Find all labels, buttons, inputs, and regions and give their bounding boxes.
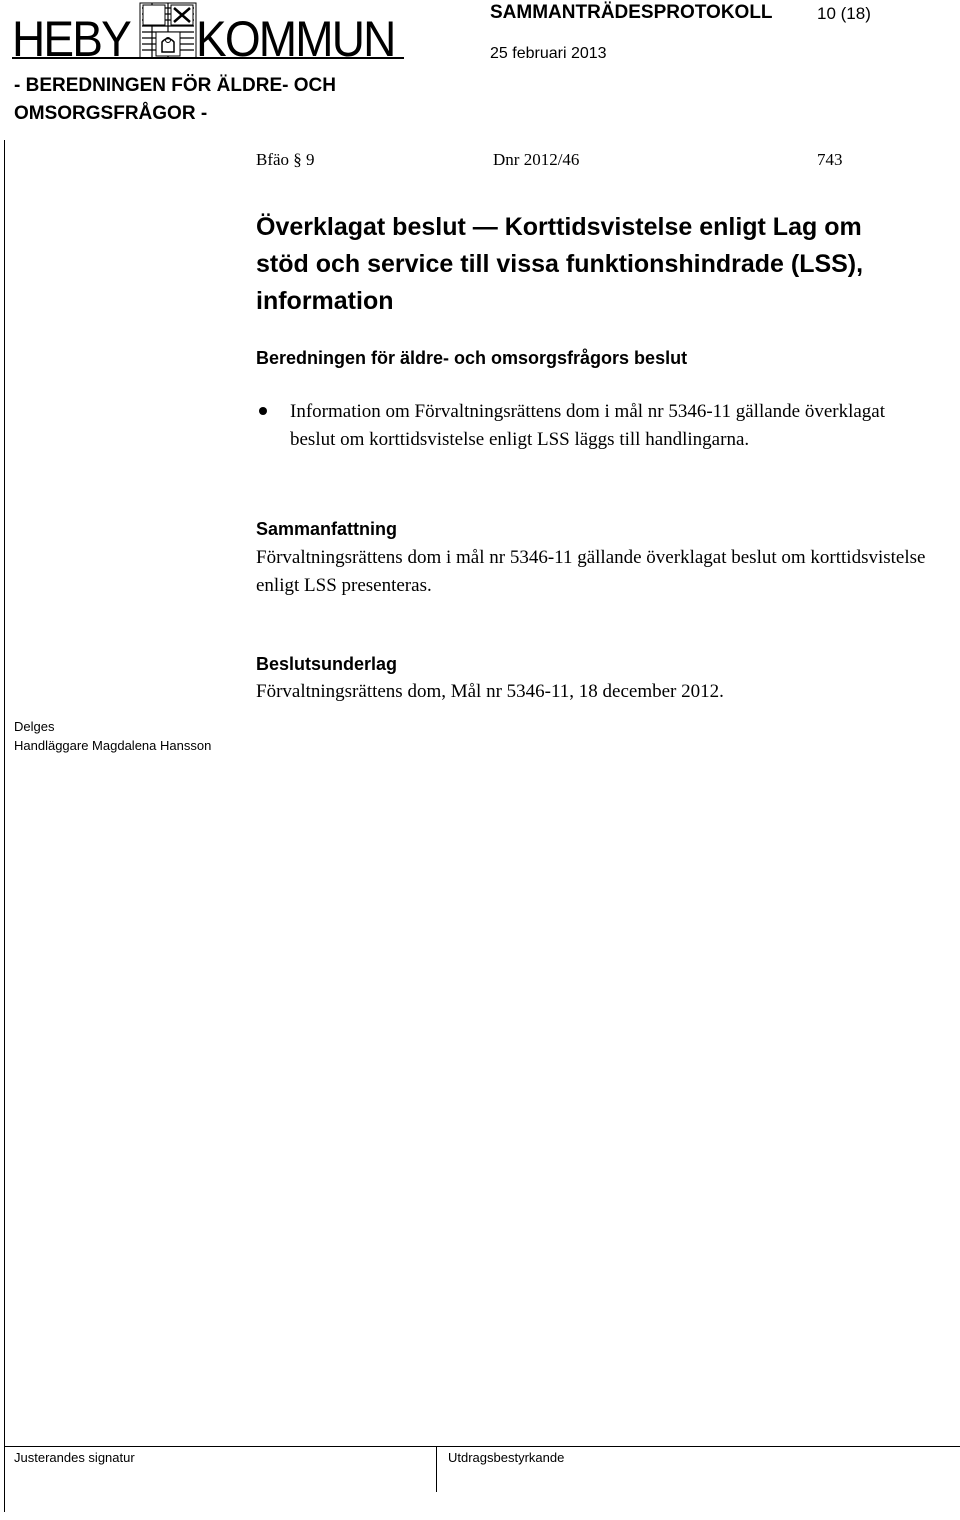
logo-underline [12,57,404,59]
case-title: Överklagat beslut — Korttidsvistelse enligt Lag om stöd och service till vissa funktionshindrade (LSS), information [256,213,864,315]
distribution-recipient: Handläggare Magdalena Hansson [14,738,212,753]
section-reference: Bfäo § 9 [256,150,315,169]
distribution-label: Delges [14,719,55,734]
summary-heading: Sammanfattning [256,519,398,539]
certification-label: Utdragsbestyrkande [448,1450,565,1465]
decision-item: Information om Förvaltningsrättens dom i mål nr 5346-11 gällande överklagat beslut om korttidsvistelse enligt LSS läggs till handlingarna. [290,401,886,450]
committee-name: - BEREDNINGEN FÖR ÄLDRE- OCH OMSORGSFRÅGOR - [14,75,336,124]
document-type: SAMMANTRÄDESPROTOKOLL [490,2,773,23]
left-margin-rule [4,140,5,1512]
case-number: 743 [817,150,843,169]
summary-text: Förvaltningsrättens dom i mål nr 5346-11 gällande överklagat beslut om korttidsvistelse enligt LSS presenteras. [256,547,926,596]
logo-word-kommun: KOMMUN [196,11,395,67]
page-number: 10 (18) [817,4,871,23]
bullet-icon [259,407,267,415]
municipality-logo [12,2,412,67]
footer-rule [4,1446,960,1447]
logo-word-heby: HEBY [12,11,130,67]
basis-heading: Beslutsunderlag [256,654,398,674]
footer-divider [436,1446,437,1492]
diary-number: Dnr 2012/46 [493,150,580,169]
coat-of-arms-icon [138,2,198,60]
distribution-block [14,717,211,755]
signature-label: Justerandes signatur [14,1450,135,1465]
decision-heading: Beredningen för äldre- och omsorgsfrågors beslut [256,348,688,368]
basis-text: Förvaltningsrättens dom, Mål nr 5346-11, 18 december 2012. [256,681,724,702]
meeting-date: 25 februari 2013 [490,45,607,62]
